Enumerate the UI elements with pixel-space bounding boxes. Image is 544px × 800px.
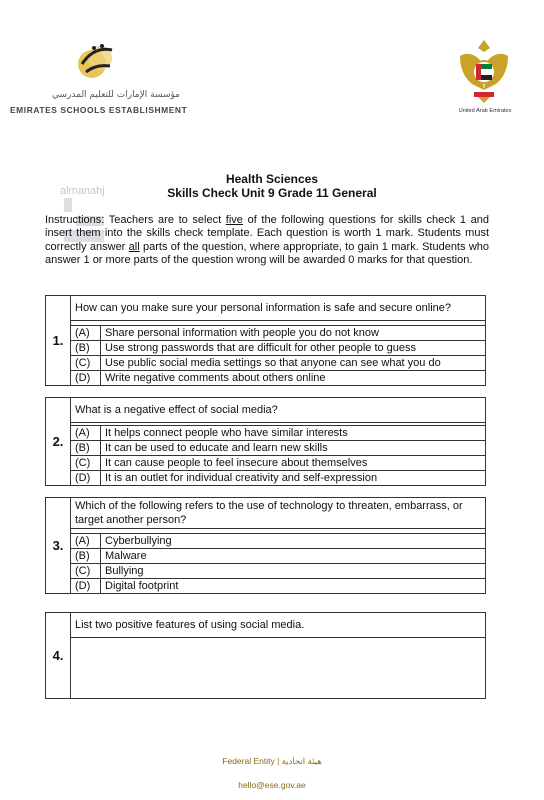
falcon-emblem-icon [456,36,512,104]
question-number: 4. [46,613,71,699]
option-text: Malware [101,549,486,564]
footer-entity: Federal Entity | هيئة اتحادية [222,756,322,766]
page-title: Health Sciences [225,172,319,186]
uae-emblem-logo [448,36,522,122]
option-letter: (A) [71,426,101,441]
question-number: 3. [46,498,71,594]
option-text: It is an outlet for individual creativity and self-expression [101,471,486,486]
uae-caption: United Arab Emirates [458,108,512,114]
option-letter: (C) [71,564,101,579]
option-text: Share personal information with people you do not know [101,326,486,341]
watermark: almanahj [60,185,105,197]
option-text: Use public social media settings so that anyone can see what you do [101,356,486,371]
option-text: It can cause people to feel insecure about themselves [101,456,486,471]
question-1-table [45,295,486,386]
footer-email: hello@ese.gov.ae [238,780,306,790]
question-stem: List two positive features of using social media. [71,613,486,638]
option-letter: (B) [71,441,101,456]
question-4-table [45,612,486,699]
option-text: It helps connect people who have similar interests [101,426,486,441]
option-letter: (B) [71,341,101,356]
instructions-underlined-five: five [225,214,243,226]
question-stem: How can you make sure your personal information is safe and secure online? [71,296,486,321]
option-text: Digital footprint [101,579,486,594]
option-text: Use strong passwords that are difficult for other people to guess [101,341,486,356]
question-stem: Which of the following refers to the use of technology to threaten, embarrass, or target another person? [71,498,486,529]
ese-logo [10,38,188,120]
question-2-table [45,397,486,486]
option-letter: (A) [71,534,101,549]
ese-logo-mark [72,38,122,84]
instructions-text-3: parts of the question, where appropriate, to gain 1 mark. Students who answer 1 or more parts of the question wrong will be awarded 0 marks for that question. [45,240,489,267]
option-letter: (B) [71,549,101,564]
question-number: 1. [46,296,71,386]
option-text: Write negative comments about others online [101,371,486,386]
question-stem: What is a negative effect of social media? [71,398,486,423]
answer-box[interactable] [71,638,486,699]
ese-logo-arabic: مؤسسة الإمارات للتعليم المدرسي [52,90,180,100]
option-letter: (D) [71,471,101,486]
ese-logo-english: EMIRATES SCHOOLS ESTABLISHMENT [10,105,188,115]
option-letter: (D) [71,579,101,594]
page-subtitle: Skills Check Unit 9 Grade 11 General [167,186,377,200]
option-text: Cyberbullying [101,534,486,549]
option-text: Bullying [101,564,486,579]
option-letter: (C) [71,456,101,471]
instructions-underlined-all: all [128,240,140,253]
instructions-text-1: Instructions: Teachers are to select [45,214,226,226]
instructions-text-2: of the following questions for skills check 1 and insert them into the skills check template. Each question is worth 1 mark. Students must correctly answer [45,214,489,253]
instructions [45,214,489,268]
option-text: It can be used to educate and learn new skills [101,441,486,456]
option-letter: (A) [71,326,101,341]
option-letter: (D) [71,371,101,386]
option-letter: (C) [71,356,101,371]
question-number: 2. [46,398,71,486]
question-3-table [45,497,486,594]
